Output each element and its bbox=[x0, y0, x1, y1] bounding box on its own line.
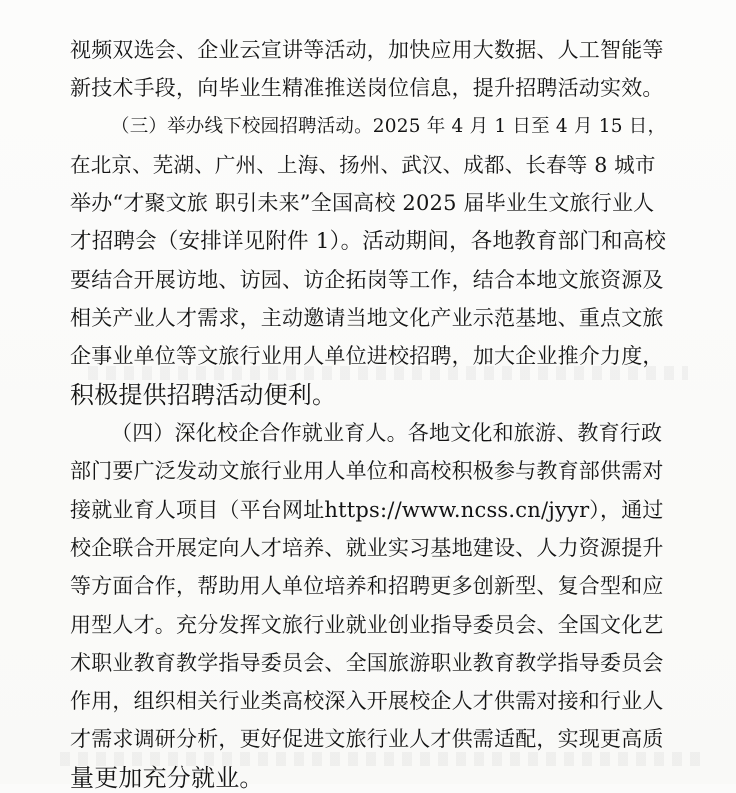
text-line-3: （三）举办线下校园招聘活动。2025 年 4 月 1 日至 4 月 15 日， bbox=[111, 115, 667, 137]
text-line-6: 才招聘会（安排详见附件 1）。活动期间，各地教育部门和高校 bbox=[70, 228, 667, 254]
text-line-20: 量更加充分就业。 bbox=[70, 763, 264, 792]
text-line-10: 积极提供招聘活动便利。 bbox=[70, 380, 337, 409]
text-line-8: 相关产业人才需求，主动邀请当地文化产业示范基地、重点文旅 bbox=[70, 306, 664, 331]
text-line-2: 新技术手段，向毕业生精准推送岗位信息，提升招聘活动实效。 bbox=[70, 76, 664, 101]
text-line-5: 举办“才聚文旅 职引未来”全国高校 2025 届毕业生文旅行业人 bbox=[70, 191, 655, 216]
text-line-9: 企事业单位等文旅行业用人单位进校招聘，加大企业推介力度， bbox=[70, 344, 664, 369]
text-line-4: 在北京、芜湖、广州、上海、扬州、武汉、成都、长春等 8 城市 bbox=[70, 152, 656, 177]
text-line-13: 接就业育人项目（平台网址https://www.ncss.cn/jyyr），通过 bbox=[70, 497, 664, 522]
text-line-14: 校企联合开展定向人才培养、就业实习基地建设、人力资源提升 bbox=[70, 535, 664, 560]
text-line-17: 术职业教育教学指导委员会、全国旅游职业教育教学指导委员会 bbox=[70, 650, 664, 675]
text-line-11: （四）深化校企合作就业育人。各地文化和旅游、教育行政 bbox=[111, 421, 663, 445]
text-line-15: 等方面合作，帮助用人单位培养和招聘更多创新型、复合型和应 bbox=[70, 574, 664, 599]
text-line-16: 用型人才。充分发挥文旅行业就业创业指导委员会、全国文化艺 bbox=[70, 612, 664, 637]
text-line-7: 要结合开展访地、访园、访企拓岗等工作，结合本地文旅资源及 bbox=[70, 267, 664, 292]
text-line-19: 才需求调研分析，更好促进文旅行业人才供需适配，实现更高质 bbox=[70, 727, 664, 752]
text-line-18: 作用，组织相关行业类高校深入开展校企人才供需对接和行业人 bbox=[70, 689, 664, 714]
text-line-12: 部门要广泛发动文旅行业用人单位和高校积极参与教育部供需对 bbox=[70, 459, 664, 484]
text-line-1: 视频双选会、企业云宣讲等活动，加快应用大数据、人工智能等 bbox=[70, 38, 664, 62]
